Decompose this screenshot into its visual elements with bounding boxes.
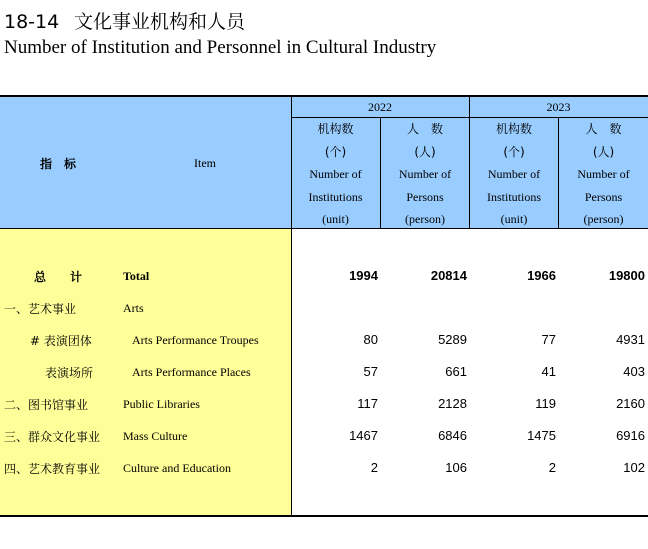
education-inst-2022: 2 <box>370 460 378 475</box>
pers-unit-cn: (人) <box>414 144 436 159</box>
places-pers-2022: 661 <box>445 364 467 379</box>
row-troupes-en: Arts Performance Troupes <box>132 333 259 347</box>
libraries-pers-2023: 2160 <box>616 396 645 411</box>
mass-pers-2022: 6846 <box>438 428 467 443</box>
row-libraries-cn: 二、图书馆事业 <box>4 398 89 412</box>
troupes-pers-2022: 5289 <box>438 332 467 347</box>
indicator-header: 指 标 <box>40 157 77 171</box>
mass-inst-2023: 1475 <box>527 428 556 443</box>
places-pers-2023: 403 <box>623 364 645 379</box>
pers-en2: Persons <box>406 189 444 204</box>
pers-cn: 人 数 <box>585 122 622 136</box>
col-header-pers-2023 <box>559 118 648 231</box>
row-places-cn: 表演场所 <box>45 366 94 380</box>
row-arts-en: Arts <box>123 301 144 315</box>
year-2023: 2023 <box>546 100 571 114</box>
row-total-cn: 总 计 <box>34 270 83 284</box>
pers-cn: 人 数 <box>406 122 443 136</box>
pers-en1: Number of <box>398 167 452 181</box>
pers-unit-en: (person) <box>405 212 445 226</box>
libraries-inst-2022: 117 <box>357 396 378 411</box>
education-inst-2023: 2 <box>548 460 556 475</box>
total-pers-2023: 19800 <box>608 268 645 283</box>
libraries-pers-2022: 2128 <box>438 396 467 411</box>
places-inst-2022: 57 <box>363 364 378 379</box>
row-mass-culture-cn: 三、群众文化事业 <box>4 430 101 444</box>
top-rule <box>0 95 648 97</box>
row-places-en: Arts Performance Places <box>132 365 251 379</box>
total-inst-2022: 1994 <box>349 268 378 283</box>
inst-unit-cn: (个) <box>324 144 347 159</box>
libraries-inst-2023: 119 <box>535 396 556 411</box>
troupes-inst-2022: 80 <box>363 332 378 347</box>
page-title-cn <box>4 7 245 34</box>
inst-en1: Number of <box>487 167 541 181</box>
item-header: Item <box>194 156 216 170</box>
inst-unit-cn: (个) <box>503 144 525 159</box>
col-header-inst-2023 <box>470 118 558 231</box>
col-header-pers-2022 <box>381 118 469 231</box>
pers-en1: Number of <box>577 167 630 181</box>
title-cn-text: 文化事业机构和人员 <box>74 11 246 33</box>
row-libraries-en: Public Libraries <box>123 397 200 411</box>
troupes-pers-2023: 4931 <box>616 332 645 347</box>
inst-unit-en: (unit) <box>500 212 528 226</box>
inst-unit-en: (unit) <box>322 212 349 226</box>
pers-unit-en: (person) <box>583 212 624 226</box>
year-2022: 2022 <box>368 100 392 114</box>
total-pers-2022: 20814 <box>430 268 467 283</box>
col-header-inst-2022 <box>291 118 380 231</box>
pers-unit-cn: (人) <box>592 144 615 159</box>
row-mass-culture-en: Mass Culture <box>123 429 188 443</box>
education-pers-2022: 106 <box>445 460 467 475</box>
data-table <box>0 95 648 517</box>
row-troupes-cn: # 表演团体 <box>30 334 92 348</box>
inst-cn: 机构数 <box>495 122 532 136</box>
table-number: 18-14 <box>4 11 60 33</box>
inst-en2: Institutions <box>486 189 541 204</box>
pers-en2: Persons <box>584 189 623 204</box>
inst-cn: 机构数 <box>317 122 354 136</box>
inst-en2: Institutions <box>308 189 363 204</box>
row-education-en: Culture and Education <box>123 461 231 475</box>
total-inst-2023: 1966 <box>527 268 556 283</box>
inst-en1: Number of <box>309 167 362 181</box>
bottom-rule <box>0 515 648 517</box>
education-pers-2023: 102 <box>623 460 645 475</box>
mass-inst-2022: 1467 <box>349 428 378 443</box>
troupes-inst-2023: 77 <box>541 332 556 347</box>
page-title-en: Number of Institution and Personnel in Cultural Industry <box>4 37 437 58</box>
mass-pers-2023: 6916 <box>616 428 645 443</box>
row-arts-cn: 一、艺术事业 <box>4 302 77 316</box>
places-inst-2023: 41 <box>541 364 556 379</box>
row-total-en: Total <box>123 269 150 283</box>
row-education-cn: 四、艺术教育事业 <box>4 462 101 476</box>
